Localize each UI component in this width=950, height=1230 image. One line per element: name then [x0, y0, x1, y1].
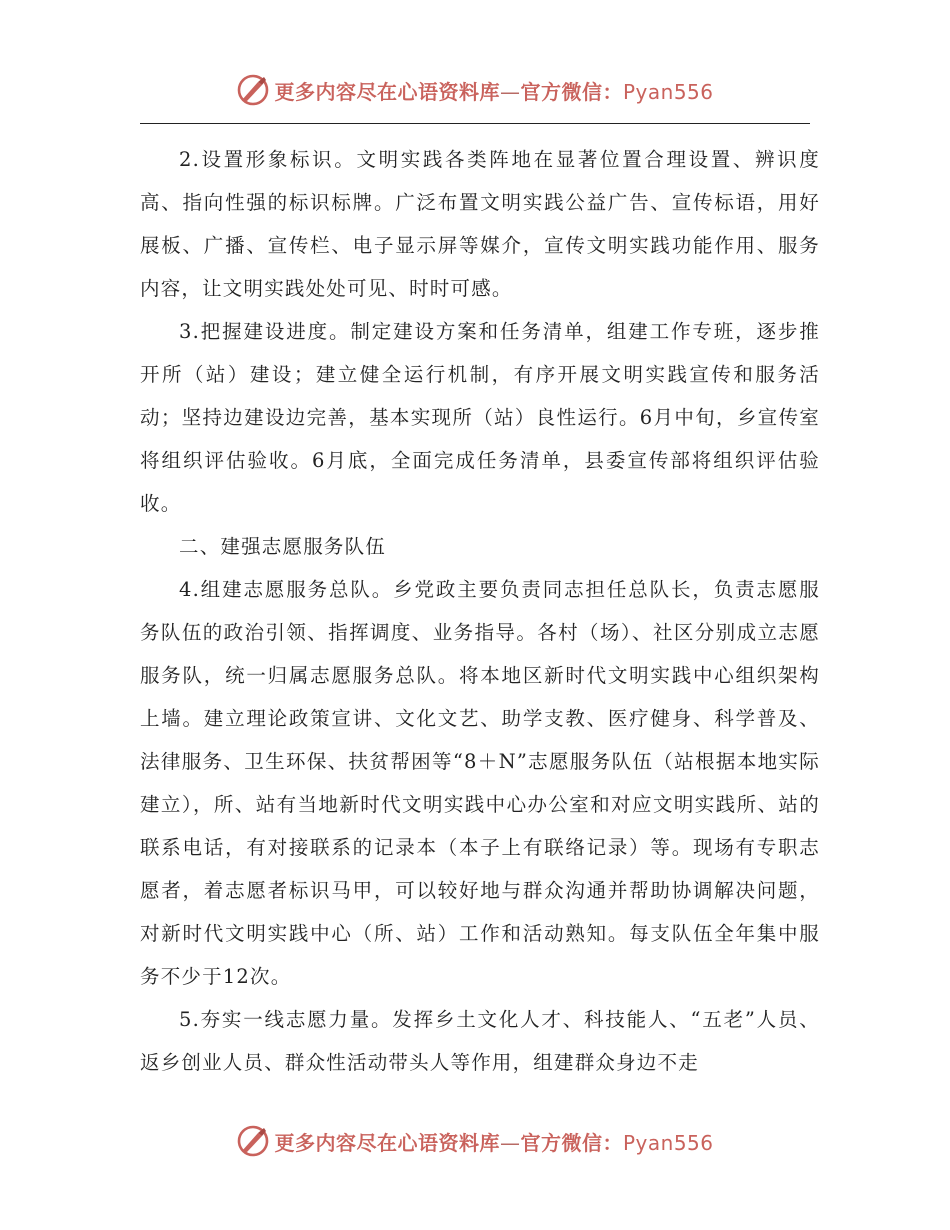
document-body	[140, 138, 820, 1084]
pen-quill-logo-icon	[236, 1124, 270, 1158]
banner-dash: —	[499, 1130, 521, 1155]
paragraph-2-identity-signs: 2.设置形象标识。文明实践各类阵地在显著位置合理设置、辨识度高、指向性强的标识标牌。广泛布置文明实践公益广告、宣传标语，用好展板、广播、宣传栏、电子显示屏等媒介，宣传文明实践功能作用、服务内容，让文明实践处处可见、时时可感。	[140, 148, 820, 300]
banner-wechat-label: 官方微信：	[520, 79, 623, 104]
header-rule	[140, 123, 810, 124]
banner-text	[274, 76, 713, 105]
header-banner	[0, 70, 950, 110]
banner-main-text: 更多内容尽在心语资料库	[274, 79, 500, 104]
pen-quill-logo-icon	[236, 73, 270, 107]
banner-main-text: 更多内容尽在心语资料库	[274, 1130, 500, 1155]
section-heading-volunteer-teams: 二、建强志愿服务队伍	[179, 535, 387, 558]
paragraph-5-frontline-volunteers: 5.夯实一线志愿力量。发挥乡土文化人才、科技能人、“五老”人员、返乡创业人员、群众性活动带头人等作用，组建群众身边不走	[140, 1008, 820, 1074]
paragraph-4-volunteer-corps: 4.组建志愿服务总队。乡党政主要负责同志担任总队长，负责志愿服务队伍的政治引领、指挥调度、业务指导。各村（场）、社区分别成立志愿服务队，统一归属志愿服务总队。将本地区新时代文明实践中心组织架构上墙。建立理论政策宣讲、文化文艺、助学支教、医疗健身、科学普及、法律服务、卫生环保、扶贫帮困等“8＋N”志愿服务队伍（站根据本地实际建立），所、站有当地新时代文明实践中心办公室和对应文明实践所、站的联系电话，有对接联系的记录本（本子上有联络记录）等。现场有专职志愿者，着志愿者标识马甲，可以较好地与群众沟通并帮助协调解决问题，对新时代文明实践中心（所、站）工作和活动熟知。每支队伍全年集中服务不少于12次。	[140, 578, 820, 988]
banner-text	[274, 1127, 713, 1156]
paragraph-3-construction-progress: 3.把握建设进度。制定建设方案和任务清单，组建工作专班，逐步推开所（站）建设；建立健全运行机制，有序开展文明实践宣传和服务活动；坚持边建设边完善，基本实现所（站）良性运行。6月中旬，乡宣传室将组织评估验收。6月底，全面完成任务清单，县委宣传部将组织评估验收。	[140, 320, 820, 515]
banner-dash: —	[499, 79, 521, 104]
banner-wechat-id: Pyan556	[622, 79, 714, 104]
banner-wechat-id: Pyan556	[622, 1130, 714, 1155]
banner-wechat-label: 官方微信：	[520, 1130, 623, 1155]
footer-banner	[0, 1121, 950, 1161]
